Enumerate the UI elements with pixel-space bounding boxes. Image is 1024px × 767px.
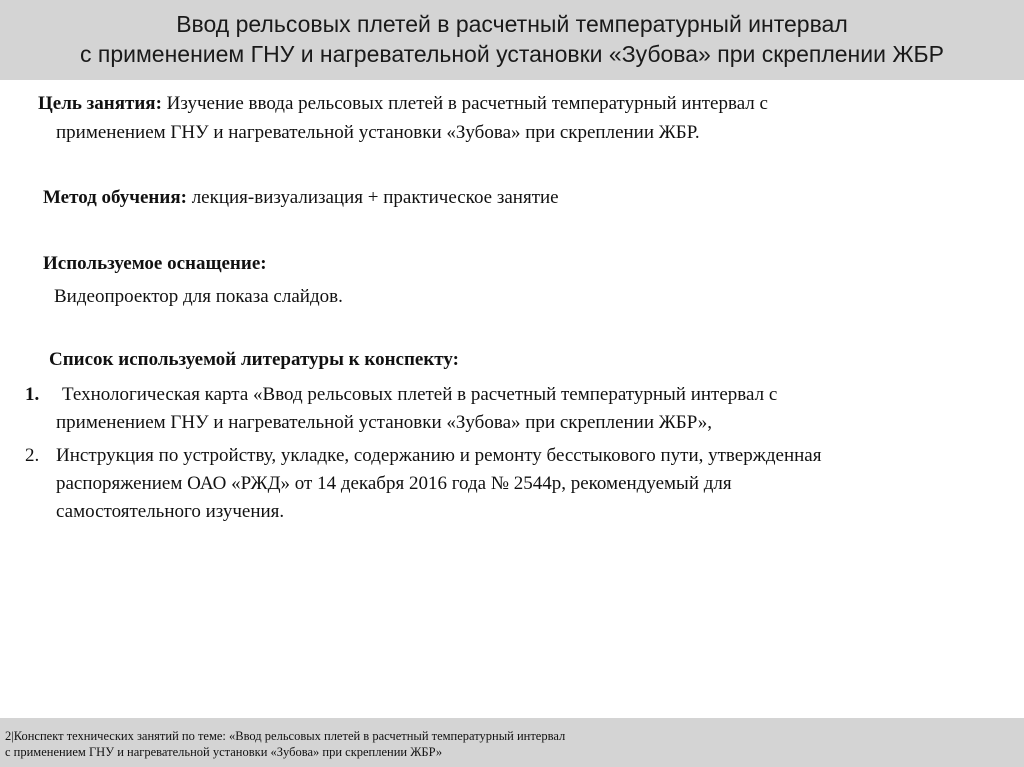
method-label: Метод обучения: xyxy=(43,187,187,208)
footer-line-2: с применением ГНУ и нагревательной установки «Зубова» при скреплении ЖБР» xyxy=(5,745,443,759)
literature-item-1-line-1: Технологическая карта «Ввод рельсовых плетей в расчетный температурный интервал с xyxy=(62,384,778,405)
goal-label: Цель занятия: xyxy=(38,93,162,114)
goal-text-2: применением ГНУ и нагревательной установки «Зубова» при скреплении ЖБР. xyxy=(56,122,700,143)
method-line xyxy=(43,184,559,212)
literature-item-2-line-2: распоряжением ОАО «РЖД» от 14 декабря 2016 года № 2544р, рекомендуемый для xyxy=(56,473,732,494)
literature-item-2-line-1: Инструкция по устройству, укладке, содержанию и ремонту бесстыкового пути, утвержденная xyxy=(56,445,822,466)
literature-item-2-line-3: самостоятельного изучения. xyxy=(56,501,285,522)
literature-item-2-number: 2. xyxy=(25,445,40,466)
method-text: лекция-визуализация + практическое занятие xyxy=(186,187,559,208)
literature-item-1-line-2: применением ГНУ и нагревательной установки «Зубова» при скреплении ЖБР», xyxy=(56,412,712,433)
slide-title-line-2: с применением ГНУ и нагревательной установки «Зубова» при скреплении ЖБР xyxy=(80,41,944,67)
literature-label: Список используемой литературы к конспекту: xyxy=(49,349,459,370)
footer-line-1: 2|Конспект технических занятий по теме: «Ввод рельсовых плетей в расчетный температурный интервал xyxy=(5,729,566,743)
slide-title-line-1: Ввод рельсовых плетей в расчетный температурный интервал xyxy=(176,11,848,37)
equipment-label: Используемое оснащение: xyxy=(43,253,267,274)
slide-title xyxy=(0,0,1024,80)
literature-item-1-number: 1. xyxy=(25,384,40,405)
goal-text-1: Изучение ввода рельсовых плетей в расчетный температурный интервал с xyxy=(161,93,768,114)
slide-footer xyxy=(0,718,1024,767)
goal-line-1 xyxy=(38,90,768,118)
equipment-text: Видеопроектор для показа слайдов. xyxy=(54,286,343,307)
